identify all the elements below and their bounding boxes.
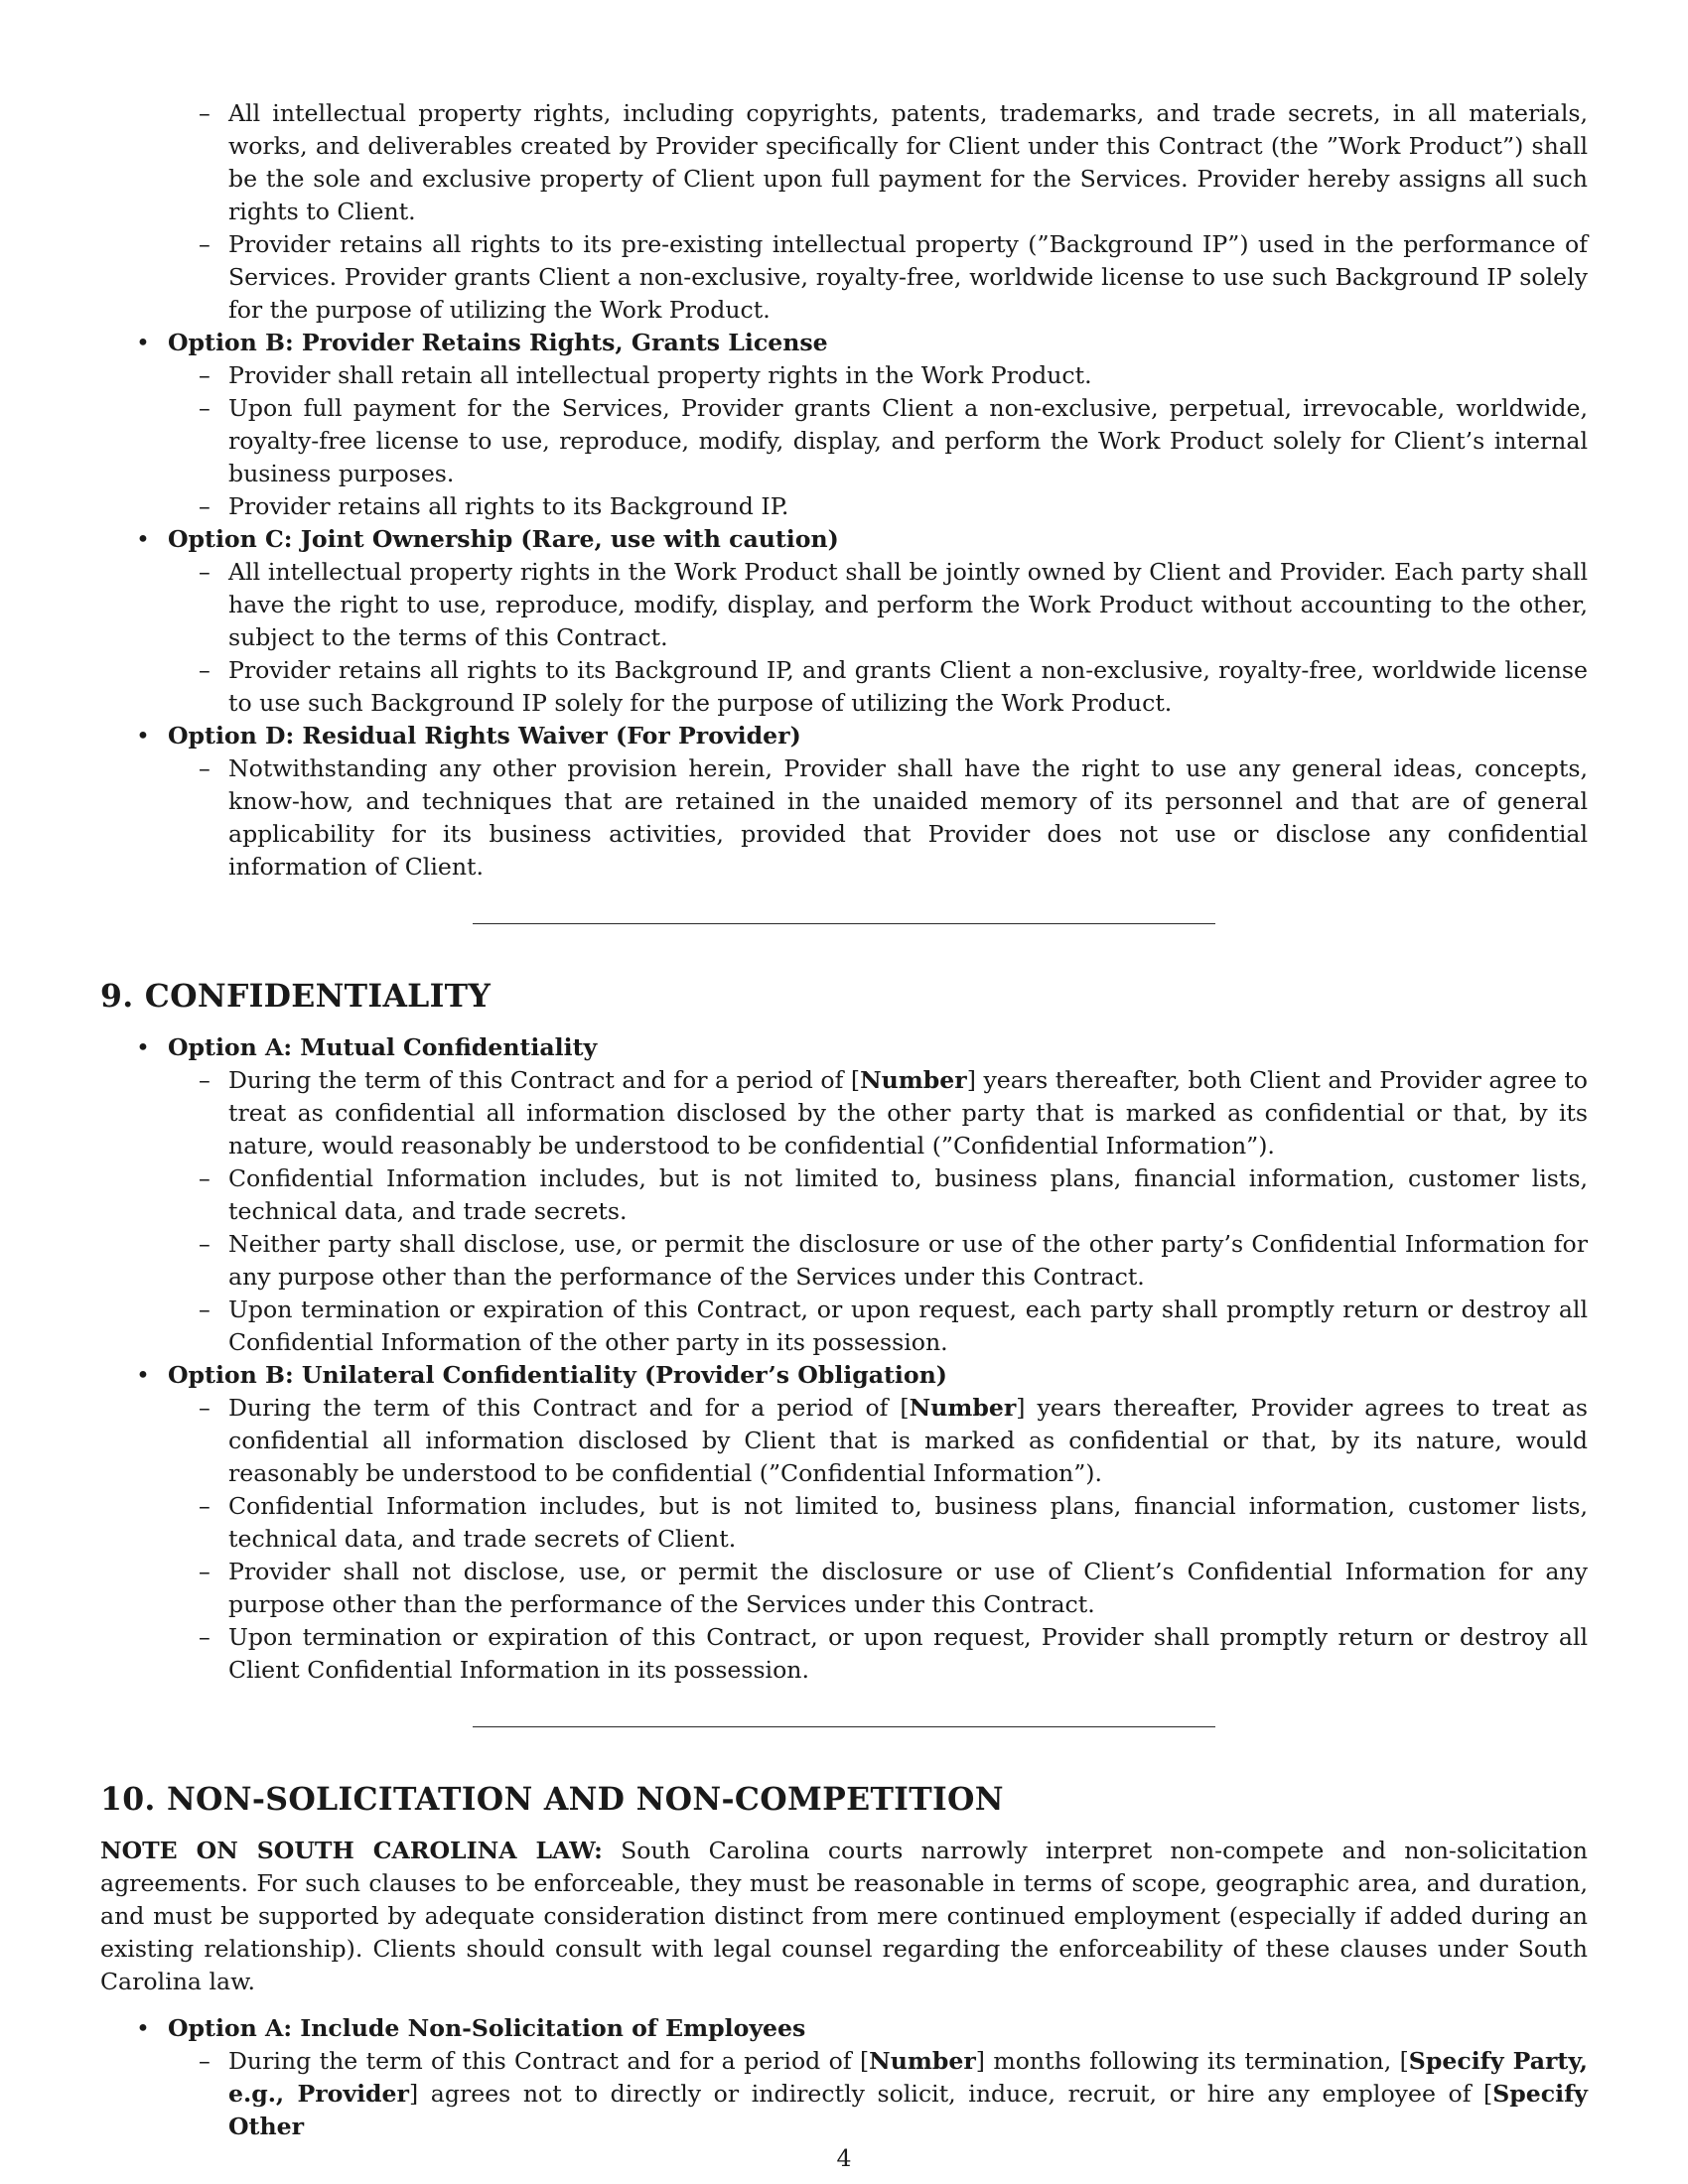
placeholder-other-party: Specify Other <box>228 2080 1588 2140</box>
bullet-marker: • <box>136 2014 150 2042</box>
section-heading-non-solicitation: 10. NON-SOLICITATION AND NON-COMPETITION <box>100 1781 1004 1818</box>
placeholder-number: Number <box>909 1394 1017 1422</box>
option-title: Option D: Residual Rights Waiver (For Provider) <box>168 722 801 750</box>
section-divider <box>473 1726 1215 1727</box>
page-number: 4 <box>836 2144 852 2172</box>
placeholder-party: Specify Party, e.g., Provider <box>228 2047 1588 2108</box>
placeholder-number: Number <box>869 2047 976 2075</box>
option-a-non-solicitation <box>100 2012 1588 2143</box>
placeholder-number: Number <box>860 1066 967 1094</box>
list-item: – During the term of this Contract and for a period of [Number] months following its termination, [Specify Party, e.g., Provider] agrees not to directly or indirectly solicit, induce, recruit, or hire any employee of [Specify Other <box>199 2047 1588 2140</box>
list-item: – Provider shall retain all intellectual property rights in the Work Product. <box>199 361 1092 389</box>
option-a-ip-items <box>100 97 1588 327</box>
option-a-confidentiality <box>100 1031 1588 1359</box>
list-item: – Upon termination or expiration of this Contract, or upon request, Provider shall promptly return or destroy all Client Confidential Information in its possession. <box>199 1623 1588 1684</box>
section-divider <box>473 923 1215 924</box>
bullet-marker: • <box>136 722 150 750</box>
south-carolina-law-note: NOTE ON SOUTH CAROLINA LAW: South Carolina courts narrowly interpret non-compete and non-solicitation agreements. For such clauses to be enforceable, they must be reasonable in terms of scope, geographic area, and duration, and must be supported by adequate consideration distinct from mere continued employment (especially if added during an existing relationship). Clients should consult with legal counsel regarding the enforceability of these clauses under South Carolina law. <box>100 1837 1588 1995</box>
option-b-confidentiality <box>100 1359 1588 1687</box>
option-d-ip <box>100 720 1588 884</box>
option-title: Option B: Unilateral Confidentiality (Provider’s Obligation) <box>168 1361 947 1389</box>
list-item: – All intellectual property rights in the Work Product shall be jointly owned by Client and Provider. Each party shall have the right to use, reproduce, modify, display, and perform the Work Product without accounting to the other, subject to the terms of this Contract. <box>199 558 1588 651</box>
bullet-marker: • <box>136 1033 150 1061</box>
option-title: Option C: Joint Ownership (Rare, use with caution) <box>168 525 839 553</box>
confidentiality-options-list <box>100 1031 1588 1687</box>
option-title: Option B: Provider Retains Rights, Grants License <box>168 329 828 356</box>
list-item: – Neither party shall disclose, use, or permit the disclosure or use of the other party’s Confidential Information for any purpose other than the performance of the Services under this Contract. <box>199 1230 1588 1291</box>
list-item: – All intellectual property rights, including copyrights, patents, trademarks, and trade secrets, in all materials, works, and deliverables created by Provider specifically for Client under this Contract (the ”Work Product”) shall be the sole and exclusive property of Client upon full payment for the Services. Provider hereby assigns all such rights to Client. <box>199 99 1588 225</box>
section-heading-confidentiality: 9. CONFIDENTIALITY <box>100 978 492 1015</box>
bullet-marker: • <box>136 1361 150 1389</box>
list-item: – Confidential Information includes, but is not limited to, business plans, financial information, customer lists, technical data, and trade secrets. <box>199 1164 1588 1225</box>
bullet-marker: • <box>136 329 150 356</box>
option-title: Option A: Mutual Confidentiality <box>168 1033 598 1061</box>
list-item: – Upon termination or expiration of this Contract, or upon request, each party shall promptly return or destroy all Confidential Information of the other party in its possession. <box>199 1296 1588 1356</box>
option-b-ip <box>100 327 1588 523</box>
list-item: – Provider retains all rights to its Background IP. <box>199 492 789 520</box>
list-item: – During the term of this Contract and for a period of [Number] years thereafter, both Client and Provider agree to treat as confidential all information disclosed by the other party that is marked as confidential or that, by its nature, would reasonably be understood to be confidential (”Confidential Information”). <box>199 1066 1588 1160</box>
dash-marker: – <box>199 230 211 258</box>
list-item: – Notwithstanding any other provision herein, Provider shall have the right to use any general ideas, concepts, know-how, and techniques that are retained in the unaided memory of its personnel and that are of general applicability for its business activities, provided that Provider does not use or disclose any confidential information of Client. <box>199 754 1588 881</box>
list-item: – During the term of this Contract and for a period of [Number] years thereafter, Provider agrees to treat as confidential all information disclosed by Client that is marked as confidential or that, by its nature, would reasonably be understood to be confidential (”Confidential Information”). <box>199 1394 1588 1487</box>
list-item: – Confidential Information includes, but is not limited to, business plans, financial information, customer lists, technical data, and trade secrets of Client. <box>199 1492 1588 1553</box>
list-item: – Provider retains all rights to its Background IP, and grants Client a non-exclusive, royalty-free, worldwide license to use such Background IP solely for the purpose of utilizing the Work Product. <box>199 656 1588 717</box>
non-solicitation-options-list <box>100 2012 1588 2143</box>
note-label: NOTE ON SOUTH CAROLINA LAW: <box>100 1837 603 1864</box>
list-item: – Provider retains all rights to its pre-existing intellectual property (”Background IP”) used in the performance of Services. Provider grants Client a non-exclusive, royalty-free, worldwide license to use such Background IP solely for the purpose of utilizing the Work Product. <box>199 230 1588 324</box>
list-item: – Provider shall not disclose, use, or permit the disclosure or use of Client’s Confidential Information for any purpose other than the performance of the Services under this Contract. <box>199 1558 1588 1618</box>
bullet-marker: • <box>136 525 150 553</box>
ip-options-list <box>100 327 1588 884</box>
option-title: Option A: Include Non-Solicitation of Employees <box>168 2014 806 2042</box>
dash-marker: – <box>199 99 211 127</box>
option-c-ip <box>100 523 1588 720</box>
list-item: – Upon full payment for the Services, Provider grants Client a non-exclusive, perpetual, irrevocable, worldwide, royalty-free license to use, reproduce, modify, display, and perform the Work Product solely for Client’s internal business purposes. <box>199 394 1588 487</box>
